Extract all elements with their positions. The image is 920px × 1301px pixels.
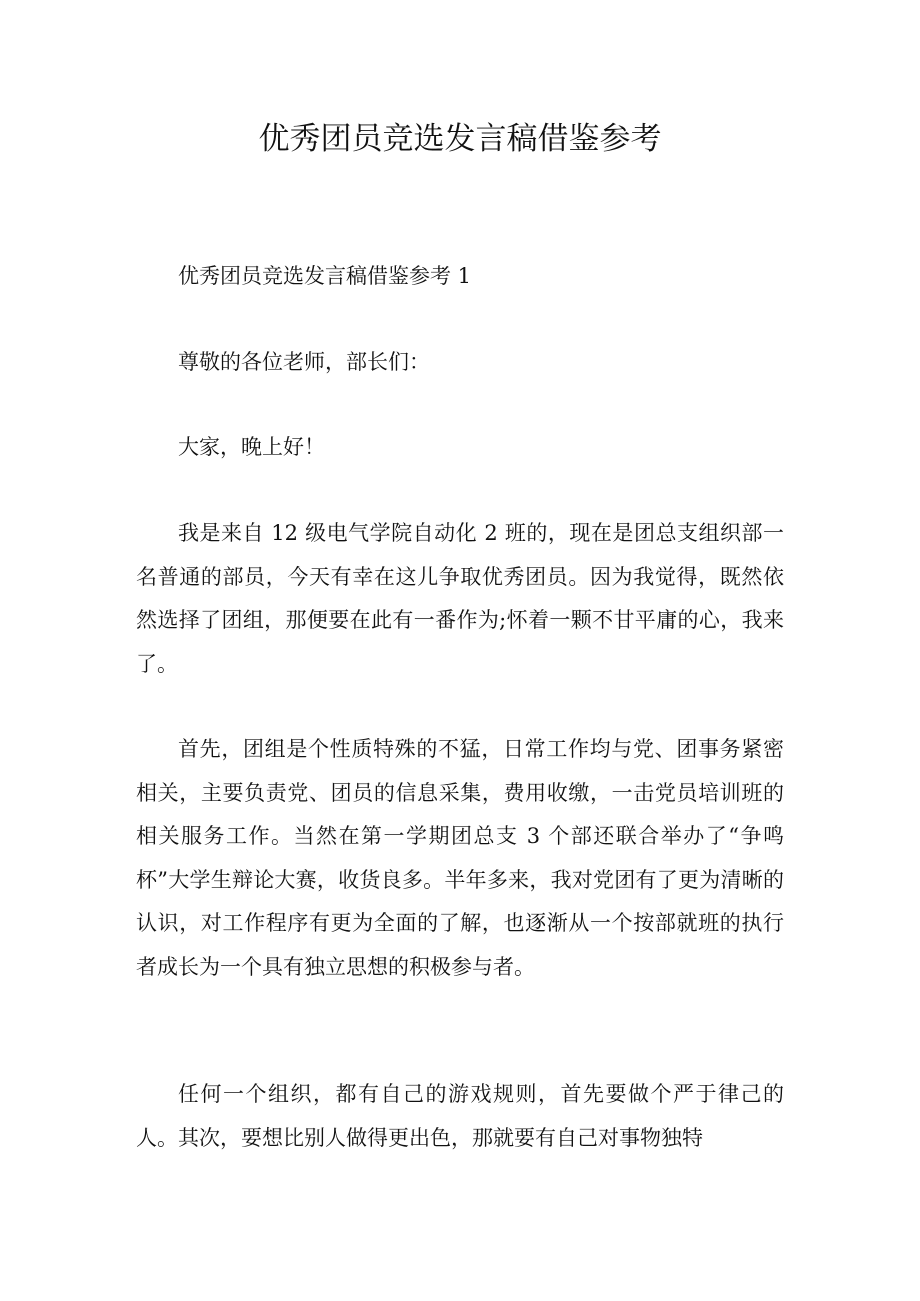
section-subtitle: 优秀团员竞选发言稿借鉴参考 1 [178,264,472,288]
greeting: 大家，晚上好！ [178,435,325,459]
document-title: 优秀团员竞选发言稿借鉴参考 [258,121,662,157]
paragraph: 我是来自 12 级电气学院自动化 2 班的，现在是团总支组织部一名普通的部员，今天有幸在这儿争取优秀团员。因为我觉得，既然依然选择了团组，那便要在此有一番作为;怀着一颗不甘平庸的心，我来了。 [136,521,784,676]
paragraph: 任何一个组织，都有自己的游戏规则，首先要做个严于律己的人。其次，要想比别人做得更出色，那就要有自己对事物独特 [136,1082,784,1150]
paragraph: 首先，团组是个性质特殊的不猛，日常工作均与党、团事务紧密相关，主要负责党、团员的信息采集，费用收缴，一击党员培训班的相关服务工作。当然在第一学期团总支 3 个部还联合举办了“争鸣杯”大学生辩论大赛，收货良多。半年多来，我对党团有了更为清晰的认识，对工作程序有更为全面的了解，也逐渐从一个按部就班的执行者成长为一个具有独立思想的积极参与者。 [136,737,784,979]
salutation: 尊敬的各位老师，部长们： [178,350,430,374]
